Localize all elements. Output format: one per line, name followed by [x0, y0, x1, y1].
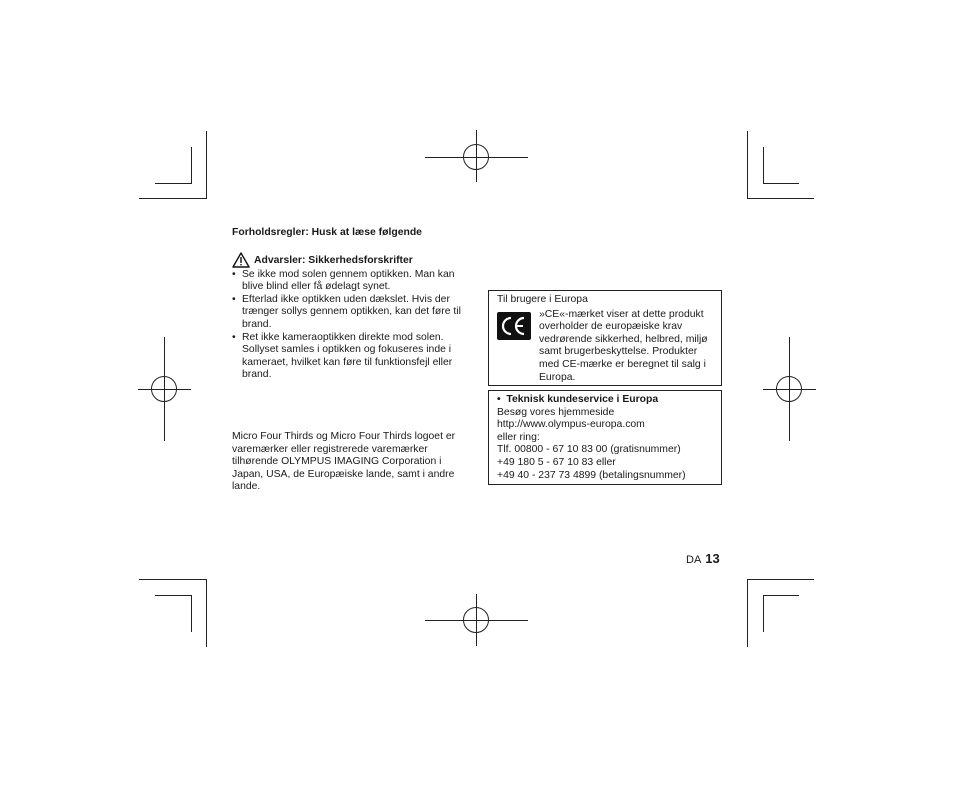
- warning-item: • Efterlad ikke optikken uden dækslet. Hvis der trænger sollys gennem optikken, kan det føre til brand.: [232, 294, 472, 332]
- support-phone-free: Tlf. 00800 - 67 10 83 00 (gratisnummer): [497, 444, 681, 456]
- support-line: eller ring:: [497, 431, 540, 443]
- trademark-notice: Micro Four Thirds og Micro Four Thirds logoet er varemærker eller registrerede varemærker tilhørende OLYMPUS IMAGING Corporation i Japan, USA, de Europæiske lande, samt i andre lande.: [232, 431, 456, 493]
- page-footer: [686, 552, 720, 567]
- europe-notice-box: [488, 290, 722, 386]
- ce-row: [497, 309, 713, 385]
- warning-triangle-icon: [232, 252, 250, 268]
- ce-description: »CE«-mærket viser at dette produkt overholder de europæiske krav vedrørende sikkerhed, helbred, miljø samt brugerbeskyttelse. Produkter med CE-mærke er beregnet til salg i Europa.: [539, 308, 708, 383]
- precautions-heading: Forholdsregler: Husk at læse følgende: [232, 227, 422, 238]
- warning-title: Advarsler: Sikkerhedsforskrifter: [254, 255, 413, 266]
- warning-header: [232, 252, 472, 268]
- page-number: 13: [705, 551, 720, 566]
- support-phone: +49 180 5 - 67 10 83 eller: [497, 456, 616, 468]
- europe-box-title: Til brugere i Europa: [497, 294, 588, 305]
- language-code: DA: [686, 554, 702, 566]
- support-phone-paid: +49 40 - 237 73 4899 (betalingsnummer): [497, 469, 686, 481]
- support-title-text: Teknisk kundeservice i Europa: [506, 394, 659, 405]
- warning-item: • Ret ikke kameraoptikken direkte mod solen. Sollyset samles i optikken og fokuseres inde i kameraet, hvilket kan føre til funktionsfejl eller brand.: [232, 332, 472, 382]
- ce-mark-logo: [497, 312, 531, 340]
- ce-mark-icon: [497, 312, 531, 340]
- support-website-link[interactable]: http://www.olympus-europa.com: [497, 419, 645, 431]
- warning-item: • Se ikke mod solen gennem optikken. Man kan blive blind eller få ødelagt synet.: [232, 269, 472, 294]
- support-line: Besøg vores hjemmeside: [497, 406, 615, 418]
- support-title: • Teknisk kundeservice i Europa: [497, 394, 659, 405]
- support-box: [488, 390, 722, 485]
- precautions-section: [232, 227, 472, 382]
- warning-list: [232, 269, 472, 382]
